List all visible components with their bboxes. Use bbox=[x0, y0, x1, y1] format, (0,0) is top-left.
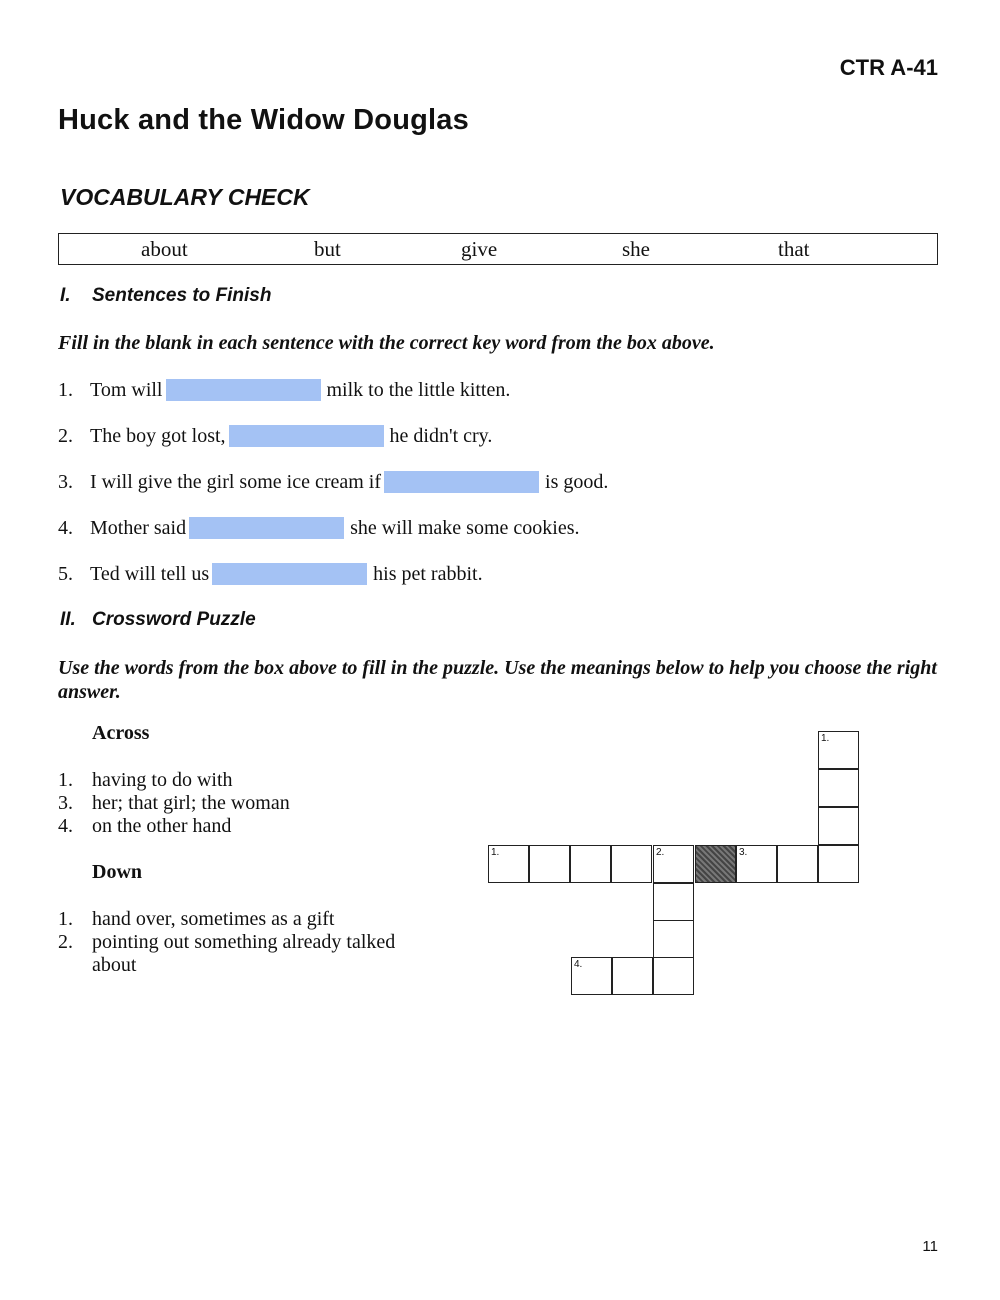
clue-item bbox=[58, 792, 422, 815]
cell-number: 3. bbox=[739, 847, 748, 858]
crossword-cell[interactable] bbox=[818, 845, 859, 883]
worksheet-code: CTR A-41 bbox=[839, 55, 938, 80]
answer-blank[interactable] bbox=[384, 471, 539, 493]
across-heading: Across bbox=[92, 722, 150, 744]
answer-blank[interactable] bbox=[212, 563, 367, 585]
crossword-cell[interactable] bbox=[653, 957, 694, 995]
crossword-cell[interactable] bbox=[818, 807, 859, 845]
sentence-text-before: Tom will bbox=[90, 378, 163, 401]
word-box bbox=[58, 233, 938, 265]
crossword-cell[interactable] bbox=[571, 957, 612, 995]
clue-text: on the other hand bbox=[92, 815, 232, 837]
crossword-blocked-cell bbox=[695, 845, 736, 883]
crossword-cell[interactable] bbox=[653, 883, 694, 921]
crossword-cell[interactable] bbox=[818, 769, 859, 807]
down-heading: Down bbox=[92, 861, 143, 883]
sentence-5 bbox=[58, 561, 483, 587]
clue-text: hand over, sometimes as a gift bbox=[92, 908, 335, 930]
cell-number: 4. bbox=[574, 959, 583, 970]
sentence-3 bbox=[58, 469, 608, 495]
sentence-text-after: milk to the little kitten. bbox=[326, 378, 511, 401]
sentence-text-after: is good. bbox=[545, 470, 609, 493]
sentence-2 bbox=[58, 423, 492, 449]
crossword-cell[interactable] bbox=[529, 845, 570, 883]
page-number: 11 bbox=[922, 1238, 938, 1255]
sentence-number: 4. bbox=[58, 516, 73, 539]
answer-blank[interactable] bbox=[229, 425, 384, 447]
crossword-cell[interactable] bbox=[488, 845, 529, 883]
section-2-heading bbox=[60, 609, 256, 631]
clue-item bbox=[58, 931, 422, 977]
clue-number: 1. bbox=[58, 769, 73, 791]
crossword-cell[interactable] bbox=[818, 731, 859, 769]
clue-text: pointing out something already talked about bbox=[92, 931, 396, 976]
answer-blank[interactable] bbox=[189, 517, 344, 539]
clue-text: her; that girl; the woman bbox=[92, 792, 290, 814]
word-box-word: about bbox=[141, 237, 188, 261]
clue-number: 1. bbox=[58, 908, 73, 930]
sentence-text-before: I will give the girl some ice cream if bbox=[90, 470, 382, 493]
cell-number: 1. bbox=[821, 733, 830, 744]
sentence-number: 3. bbox=[58, 470, 73, 493]
section-2-title: Crossword Puzzle bbox=[92, 609, 256, 630]
section-1-title: Sentences to Finish bbox=[92, 285, 272, 306]
answer-blank[interactable] bbox=[166, 379, 321, 401]
vocabulary-heading: VOCABULARY CHECK bbox=[60, 184, 310, 210]
sentence-number: 1. bbox=[58, 378, 73, 401]
clue-item bbox=[58, 815, 422, 838]
section-2-instruction: Use the words from the box above to fill in the puzzle. Use the meanings below to help you choose the right answer. bbox=[58, 657, 937, 703]
clue-item bbox=[58, 908, 422, 931]
crossword-cell[interactable] bbox=[777, 845, 818, 883]
down-clues bbox=[58, 908, 422, 977]
crossword-cell[interactable] bbox=[612, 957, 653, 995]
word-box-word: she bbox=[622, 237, 650, 261]
sentence-text-before: The boy got lost, bbox=[90, 424, 226, 447]
crossword-cell[interactable] bbox=[653, 845, 694, 883]
section-1-number: I. bbox=[60, 285, 71, 306]
clue-text: having to do with bbox=[92, 769, 233, 791]
clue-number: 2. bbox=[58, 931, 73, 953]
sentence-1 bbox=[58, 377, 510, 403]
crossword-cell[interactable] bbox=[611, 845, 652, 883]
sentence-text-before: Ted will tell us bbox=[90, 562, 210, 585]
sentence-number: 2. bbox=[58, 424, 73, 447]
clue-number: 4. bbox=[58, 815, 73, 837]
word-box-word: give bbox=[461, 237, 498, 261]
sentence-text-after: she will make some cookies. bbox=[350, 516, 580, 539]
sentence-4 bbox=[58, 515, 580, 541]
crossword-cell[interactable] bbox=[653, 920, 694, 958]
sentence-text-before: Mother said bbox=[90, 516, 187, 539]
sentence-text-after: he didn't cry. bbox=[389, 424, 493, 447]
cell-number: 2. bbox=[656, 847, 665, 858]
crossword-cell[interactable] bbox=[570, 845, 611, 883]
section-2-number: II. bbox=[60, 609, 76, 630]
page-title: Huck and the Widow Douglas bbox=[58, 104, 469, 136]
word-box-word: but bbox=[314, 237, 341, 261]
clue-item bbox=[58, 769, 422, 792]
word-box-word: that bbox=[778, 237, 810, 261]
clue-number: 3. bbox=[58, 792, 73, 814]
across-clues bbox=[58, 769, 422, 838]
section-1-instruction: Fill in the blank in each sentence with the correct key word from the box above. bbox=[58, 332, 715, 354]
section-1-heading bbox=[60, 285, 271, 307]
cell-number: 1. bbox=[491, 847, 500, 858]
sentence-text-after: his pet rabbit. bbox=[373, 562, 483, 585]
sentence-number: 5. bbox=[58, 562, 73, 585]
crossword-cell[interactable] bbox=[736, 845, 777, 883]
